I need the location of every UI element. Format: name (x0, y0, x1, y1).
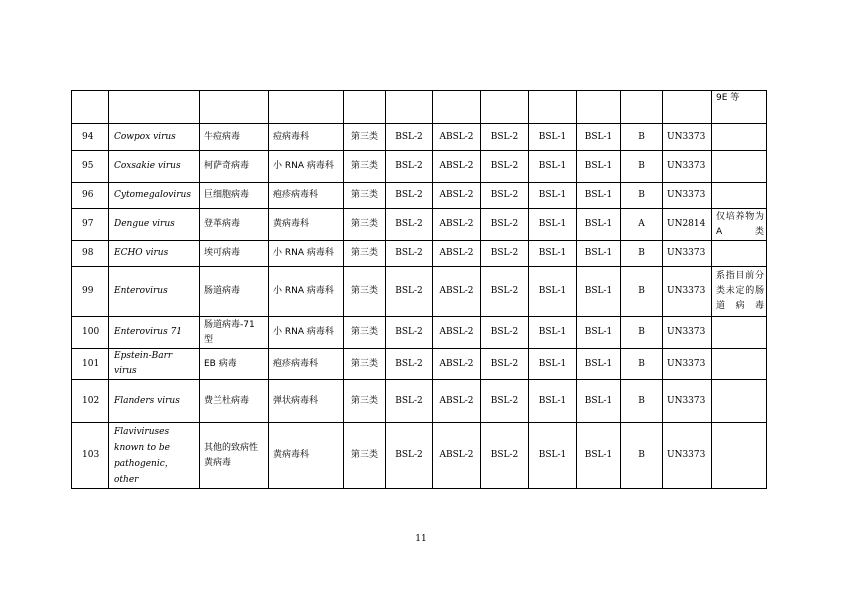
cell-non-culture: BSL-2 (481, 124, 529, 151)
cell-lab-culture: BSL-2 (386, 183, 433, 209)
cell-non-culture: BSL-2 (481, 241, 529, 267)
cell-inactivated: BSL-1 (529, 183, 577, 209)
cell-note (712, 124, 767, 151)
table-row (72, 183, 767, 209)
cell-un-number: UN3373 (663, 267, 712, 317)
cell-hazard-class: 第三类 (344, 124, 386, 151)
cell-un-number: UN3373 (663, 124, 712, 151)
cell-non-culture: BSL-2 (481, 209, 529, 241)
cell-number: 103 (72, 423, 109, 489)
cell-transport-class: B (621, 317, 663, 349)
cell-no-infectivity: BSL-1 (577, 124, 621, 151)
cell-animal-infection: ABSL-2 (433, 423, 481, 489)
cell-family: 疱疹病毒科 (269, 349, 344, 380)
cell-empty (269, 91, 344, 124)
cell-animal-infection: ABSL-2 (433, 241, 481, 267)
cell-animal-infection: ABSL-2 (433, 267, 481, 317)
cell-latin-name: Cowpox virus (109, 124, 200, 151)
cell-transport-class: B (621, 349, 663, 380)
cell-chinese-name: 巨细胞病毒 (200, 183, 269, 209)
cell-un-number: UN3373 (663, 241, 712, 267)
cell-inactivated: BSL-1 (529, 423, 577, 489)
cell-empty (109, 91, 200, 124)
cell-chinese-name: 肠道病毒 (200, 267, 269, 317)
cell-empty (577, 91, 621, 124)
cell-empty (663, 91, 712, 124)
cell-note (712, 151, 767, 183)
cell-family: 弹状病毒科 (269, 380, 344, 423)
cell-inactivated: BSL-1 (529, 241, 577, 267)
cell-empty (621, 91, 663, 124)
pathogen-table (71, 90, 767, 489)
table-row (72, 380, 767, 423)
cell-un-number: UN3373 (663, 151, 712, 183)
cell-chinese-name: 牛痘病毒 (200, 124, 269, 151)
cell-chinese-name: 柯萨奇病毒 (200, 151, 269, 183)
cell-empty (344, 91, 386, 124)
cell-animal-infection: ABSL-2 (433, 349, 481, 380)
cell-non-culture: BSL-2 (481, 151, 529, 183)
cell-transport-class: B (621, 124, 663, 151)
page-number: 11 (415, 534, 427, 544)
table-row (72, 209, 767, 241)
cell-lab-culture: BSL-2 (386, 349, 433, 380)
cell-hazard-class: 第三类 (344, 151, 386, 183)
cell-no-infectivity: BSL-1 (577, 267, 621, 317)
cell-non-culture: BSL-2 (481, 317, 529, 349)
cell-hazard-class: 第三类 (344, 317, 386, 349)
cell-no-infectivity: BSL-1 (577, 183, 621, 209)
cell-number: 97 (72, 209, 109, 241)
cell-note (712, 317, 767, 349)
cell-number: 94 (72, 124, 109, 151)
cell-empty (529, 91, 577, 124)
cell-lab-culture: BSL-2 (386, 151, 433, 183)
cell-animal-infection: ABSL-2 (433, 151, 481, 183)
cell-number: 99 (72, 267, 109, 317)
cell-non-culture: BSL-2 (481, 183, 529, 209)
table-row (72, 124, 767, 151)
cell-latin-name: Dengue virus (109, 209, 200, 241)
cell-family: 黄病毒科 (269, 423, 344, 489)
cell-lab-culture: BSL-2 (386, 241, 433, 267)
cell-transport-class: B (621, 151, 663, 183)
cell-no-infectivity: BSL-1 (577, 241, 621, 267)
cell-number: 100 (72, 317, 109, 349)
cell-un-number: UN3373 (663, 380, 712, 423)
cell-note (712, 349, 767, 380)
cell-lab-culture: BSL-2 (386, 209, 433, 241)
cell-animal-infection: ABSL-2 (433, 183, 481, 209)
cell-inactivated: BSL-1 (529, 317, 577, 349)
cell-empty (386, 91, 433, 124)
cell-latin-name: Flaviviruses known to be pathogenic，other (109, 423, 200, 489)
cell-transport-class: B (621, 267, 663, 317)
cell-chinese-name: 登革病毒 (200, 209, 269, 241)
cell-empty (200, 91, 269, 124)
cell-latin-name: Enterovirus (109, 267, 200, 317)
cell-lab-culture: BSL-2 (386, 317, 433, 349)
cell-lab-culture: BSL-2 (386, 423, 433, 489)
table-row (72, 317, 767, 349)
cell-hazard-class: 第三类 (344, 241, 386, 267)
cell-chinese-name: EB 病毒 (200, 349, 269, 380)
cell-no-infectivity: BSL-1 (577, 349, 621, 380)
table-row (72, 423, 767, 489)
cell-note: 系指目前分类未定的肠道病毒 (712, 267, 767, 317)
cell-note (712, 241, 767, 267)
cell-animal-infection: ABSL-2 (433, 380, 481, 423)
cell-family: 疱疹病毒科 (269, 183, 344, 209)
cell-animal-infection: ABSL-2 (433, 317, 481, 349)
cell-number: 96 (72, 183, 109, 209)
cell-latin-name: Enterovirus 71 (109, 317, 200, 349)
cell-non-culture: BSL-2 (481, 267, 529, 317)
cell-hazard-class: 第三类 (344, 183, 386, 209)
cell-un-number: UN3373 (663, 183, 712, 209)
cell-transport-class: B (621, 380, 663, 423)
cell-note (712, 423, 767, 489)
cell-animal-infection: ABSL-2 (433, 124, 481, 151)
cell-family: 小 RNA 病毒科 (269, 151, 344, 183)
cell-hazard-class: 第三类 (344, 423, 386, 489)
cell-inactivated: BSL-1 (529, 349, 577, 380)
cell-note: 9E 等 (712, 91, 767, 124)
table-row (72, 267, 767, 317)
cell-chinese-name: 肠道病毒-71 型 (200, 317, 269, 349)
cell-note (712, 183, 767, 209)
cell-transport-class: A (621, 209, 663, 241)
cell-latin-name: Epstein-Barr virus (109, 349, 200, 380)
cell-family: 小 RNA 病毒科 (269, 317, 344, 349)
cell-hazard-class: 第三类 (344, 267, 386, 317)
cell-number: 101 (72, 349, 109, 380)
cell-un-number: UN3373 (663, 317, 712, 349)
cell-family: 小 RNA 病毒科 (269, 241, 344, 267)
cell-lab-culture: BSL-2 (386, 124, 433, 151)
cell-transport-class: B (621, 241, 663, 267)
cell-un-number: UN3373 (663, 423, 712, 489)
cell-family: 小 RNA 病毒科 (269, 267, 344, 317)
cell-family: 痘病毒科 (269, 124, 344, 151)
cell-hazard-class: 第三类 (344, 349, 386, 380)
table-row (72, 349, 767, 380)
cell-inactivated: BSL-1 (529, 151, 577, 183)
cell-un-number: UN2814 (663, 209, 712, 241)
cell-lab-culture: BSL-2 (386, 267, 433, 317)
cell-non-culture: BSL-2 (481, 349, 529, 380)
cell-note (712, 380, 767, 423)
cell-transport-class: B (621, 423, 663, 489)
cell-lab-culture: BSL-2 (386, 380, 433, 423)
cell-inactivated: BSL-1 (529, 209, 577, 241)
cell-un-number: UN3373 (663, 349, 712, 380)
cell-no-infectivity: BSL-1 (577, 317, 621, 349)
cell-chinese-name: 埃可病毒 (200, 241, 269, 267)
cell-latin-name: Flanders virus (109, 380, 200, 423)
cell-inactivated: BSL-1 (529, 380, 577, 423)
cell-number: 102 (72, 380, 109, 423)
cell-empty (481, 91, 529, 124)
cell-latin-name: Coxsakie virus (109, 151, 200, 183)
cell-number: 98 (72, 241, 109, 267)
table-row (72, 241, 767, 267)
cell-empty (72, 91, 109, 124)
cell-non-culture: BSL-2 (481, 380, 529, 423)
cell-non-culture: BSL-2 (481, 423, 529, 489)
table-row (72, 151, 767, 183)
cell-no-infectivity: BSL-1 (577, 151, 621, 183)
cell-empty (433, 91, 481, 124)
cell-chinese-name: 费兰杜病毒 (200, 380, 269, 423)
cell-chinese-name: 其他的致病性黄病毒 (200, 423, 269, 489)
cell-animal-infection: ABSL-2 (433, 209, 481, 241)
cell-inactivated: BSL-1 (529, 124, 577, 151)
cell-no-infectivity: BSL-1 (577, 423, 621, 489)
cell-transport-class: B (621, 183, 663, 209)
cell-latin-name: Cytomegalovirus (109, 183, 200, 209)
cell-hazard-class: 第三类 (344, 209, 386, 241)
cell-inactivated: BSL-1 (529, 267, 577, 317)
cell-no-infectivity: BSL-1 (577, 209, 621, 241)
cell-no-infectivity: BSL-1 (577, 380, 621, 423)
cell-latin-name: ECHO virus (109, 241, 200, 267)
cell-family: 黄病毒科 (269, 209, 344, 241)
cell-note: 仅培养物为 A 类 (712, 209, 767, 241)
table-row-continuation (72, 91, 767, 124)
cell-number: 95 (72, 151, 109, 183)
cell-hazard-class: 第三类 (344, 380, 386, 423)
